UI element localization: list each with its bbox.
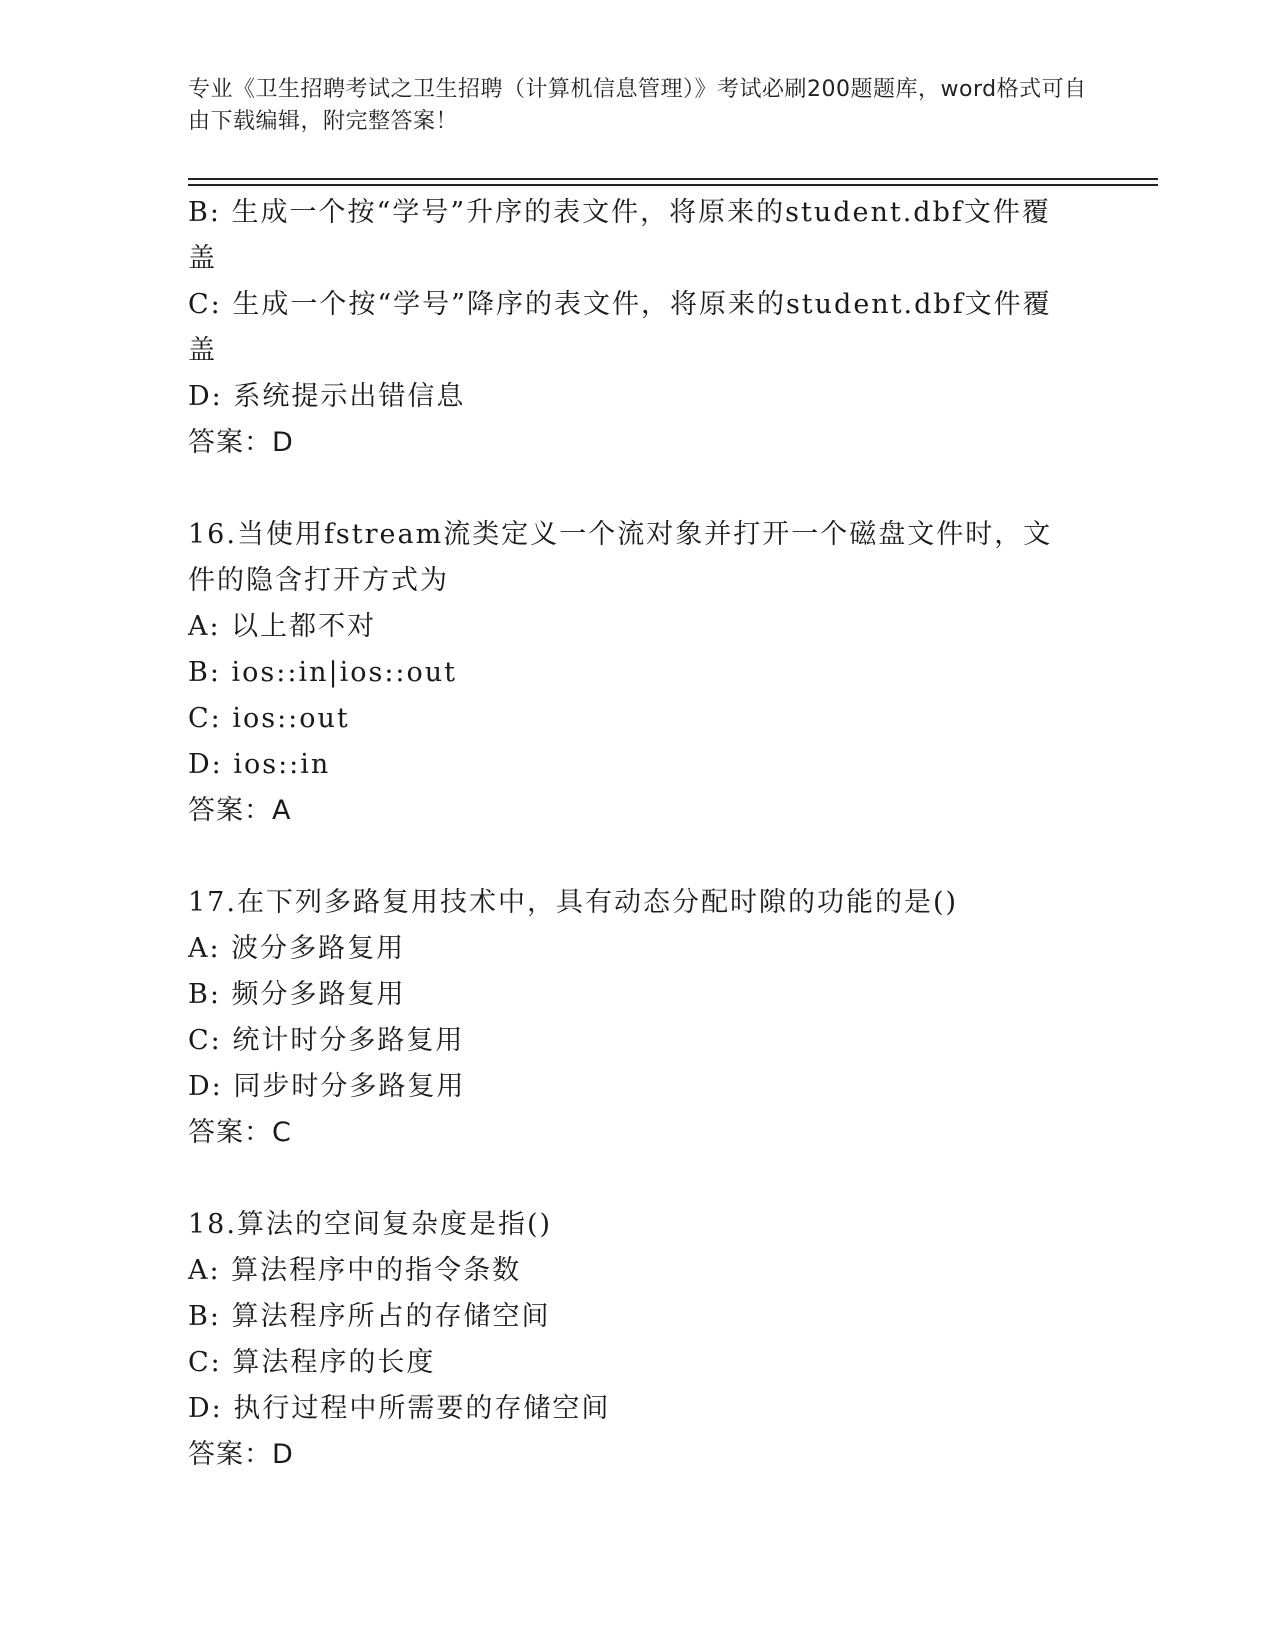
header-rule-bottom: [188, 184, 1158, 186]
question-16: [188, 512, 1068, 834]
document-header: 专业《卫生招聘考试之卫生招聘（计算机信息管理）》考试必刷200题题库，word格式可自由下载编辑，附完整答案！: [188, 77, 1087, 134]
question-stem: 16.当使用fstream流类定义一个流对象并打开一个磁盘文件时，文件的隐含打开方式为: [188, 519, 1053, 596]
option-d: D: 执行过程中所需要的存储空间: [188, 1393, 611, 1424]
option-b: B: ios::in|ios::out: [188, 657, 458, 688]
question-stem: 18.算法的空间复杂度是指(): [188, 1209, 553, 1240]
answer: 答案：C: [188, 1117, 292, 1148]
option-a: A: 以上都不对: [188, 611, 377, 642]
question-17: [188, 880, 1068, 1156]
option-c: C: 统计时分多路复用: [188, 1025, 465, 1056]
answer: 答案：A: [188, 795, 292, 826]
question-18: [188, 1202, 1068, 1478]
option-b: B: 生成一个按“学号”升序的表文件，将原来的student.dbf文件覆盖: [188, 197, 1051, 274]
spacer: [188, 466, 1068, 512]
option-c: C: ios::out: [188, 703, 350, 734]
option-d: D: 同步时分多路复用: [188, 1071, 466, 1102]
question-content: [188, 190, 1068, 1478]
option-c: C: 算法程序的长度: [188, 1347, 436, 1378]
option-d: D: 系统提示出错信息: [188, 381, 466, 412]
header-rule-top: [188, 178, 1158, 180]
option-b: B: 频分多路复用: [188, 979, 406, 1010]
option-a: A: 波分多路复用: [188, 933, 406, 964]
answer: 答案：D: [188, 427, 294, 458]
answer: 答案：D: [188, 1439, 294, 1470]
spacer: [188, 834, 1068, 880]
option-a: A: 算法程序中的指令条数: [188, 1255, 522, 1286]
option-b: B: 算法程序所占的存储空间: [188, 1301, 551, 1332]
option-d: D: ios::in: [188, 749, 331, 780]
spacer: [188, 1156, 1068, 1202]
continuation-block: [188, 190, 1068, 466]
option-c: C: 生成一个按“学号”降序的表文件，将原来的student.dbf文件覆盖: [188, 289, 1052, 366]
question-stem: 17.在下列多路复用技术中，具有动态分配时隙的功能的是(): [188, 887, 959, 918]
